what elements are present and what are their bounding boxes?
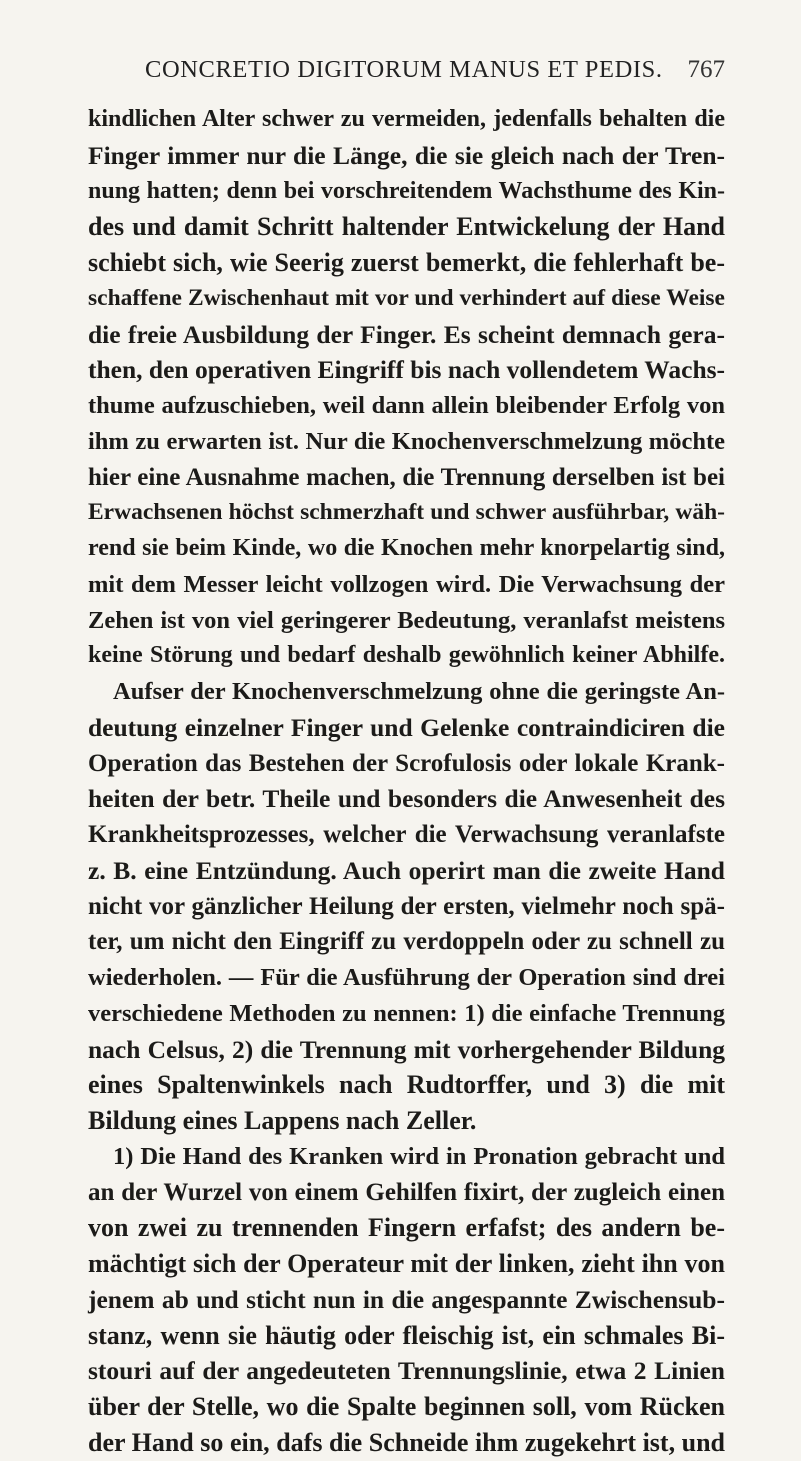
text-line: von zwei zu trennenden Fingern erfafst; des andern be- (88, 1213, 725, 1243)
text-line: kindlichen Alter schwer zu vermeiden, jedenfalls behalten die (88, 106, 725, 132)
text-line: rend sie beim Kinde, wo die Knochen mehr knorpelartig sind, (88, 535, 725, 561)
text-line: eines Spaltenwinkels nach Rudtorffer, und 3) die mit (88, 1070, 725, 1100)
text-line: hier eine Ausnahme machen, die Trennung derselben ist bei (88, 463, 725, 491)
text-line: mächtigt sich der Operateur mit der linken, zieht ihn von (88, 1249, 725, 1278)
text-line: Bildung eines Lappens nach Zeller. (88, 1106, 477, 1135)
running-head (145, 56, 725, 96)
text-line: schaffene Zwischenhaut mit vor und verhindert auf diese Weise (88, 284, 725, 311)
text-line: Aufser der Knochenverschmelzung ohne die geringste An- (113, 678, 725, 705)
text-line: die freie Ausbildung der Finger. Es scheint demnach gera- (88, 319, 725, 349)
text-line: ter, um nicht den Eingriff zu verdoppeln oder zu schnell zu (88, 928, 725, 956)
text-line: der Hand so ein, dafs die Schneide ihm zugekehrt ist, und (88, 1427, 725, 1457)
text-line: z. B. eine Entzündung. Auch operirt man die zweite Hand (88, 855, 725, 885)
running-title: CONCRETIO DIGITORUM MANUS ET PEDIS. (145, 56, 663, 83)
text-line: wiederholen. — Für die Ausführung der Operation sind drei (88, 964, 725, 991)
text-line: Zehen ist von viel geringerer Bedeutung, veranlafst meistens (88, 606, 725, 634)
text-line: nach Celsus, 2) die Trennung mit vorhergehender Bildung (88, 1034, 725, 1064)
text-line: 1) Die Hand des Kranken wird in Pronation gebracht und (113, 1142, 725, 1170)
text-line: Operation das Bestehen der Scrofulosis oder lokale Krank- (88, 749, 725, 777)
text-line: keine Störung und bedarf deshalb gewöhnlich keiner Abhilfe. (88, 642, 725, 669)
text-line: nung hatten; denn bei vorschreitendem Wachsthume des Kin- (88, 177, 725, 204)
text-line: ihm zu erwarten ist. Nur die Knochenverschmelzung möchte (88, 427, 725, 455)
text-line: nicht vor gänzlicher Heilung der ersten, vielmehr noch spä- (88, 892, 725, 920)
text-line: über der Stelle, wo die Spalte beginnen soll, vom Rücken (88, 1392, 725, 1421)
body-text (88, 102, 725, 1461)
text-line: Finger immer nur die Länge, die sie gleich nach der Tren- (88, 140, 725, 170)
text-line: Erwachsenen höchst schmerzhaft und schwer ausführbar, wäh- (88, 499, 725, 526)
text-line: heiten der betr. Theile und besonders die Anwesenheit des (88, 784, 725, 814)
text-line: an der Wurzel von einem Gehilfen fixirt, der zugleich einen (88, 1178, 725, 1206)
text-line: schiebt sich, wie Seerig zuerst bemerkt, die fehlerhaft be- (88, 248, 725, 277)
text-line: deutung einzelner Finger und Gelenke contraindiciren die (88, 712, 725, 742)
text-line: Krankheitsprozesses, welcher die Verwachsung veranlafste (88, 821, 725, 848)
text-line: thume aufzuschieben, weil dann allein bleibender Erfolg von (88, 392, 725, 419)
page-number: 767 (687, 56, 725, 83)
text-line: mit dem Messer leicht vollzogen wird. Die Verwachsung der (88, 570, 725, 598)
text-line: then, den operativen Eingriff bis nach vollendetem Wachs- (88, 355, 726, 385)
text-line: jenem ab und sticht nun in die angespannte Zwischensub- (88, 1284, 725, 1314)
text-line: stouri auf der angedeuteten Trennungslinie, etwa 2 Linien (88, 1356, 725, 1386)
text-line: verschiedene Methoden zu nennen: 1) die einfache Trennung (88, 999, 725, 1027)
text-line: stanz, wenn sie häutig oder fleischig ist, ein schmales Bi- (88, 1320, 725, 1350)
text-line: des und damit Schritt haltender Entwickelung der Hand (88, 212, 725, 242)
